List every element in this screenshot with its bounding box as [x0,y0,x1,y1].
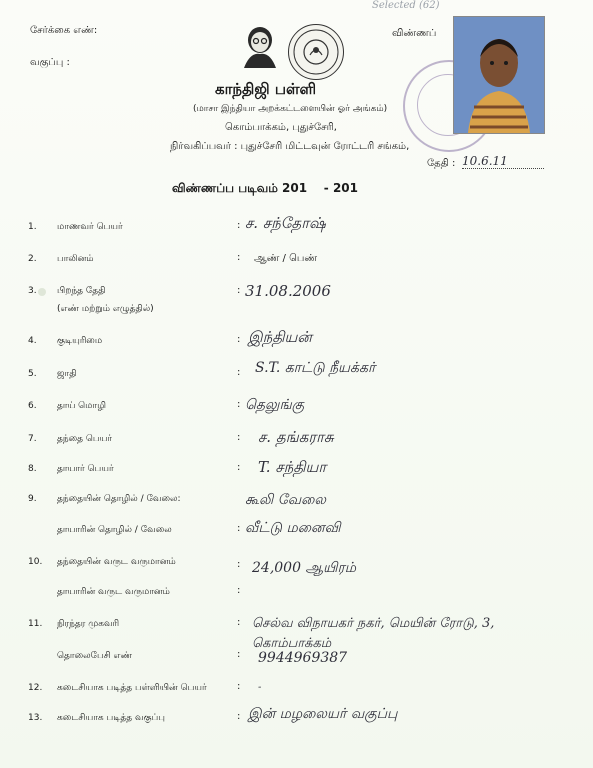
student-photo [453,16,545,134]
field-colon: : [237,523,241,534]
field-value-caste: S.T. காட்டு நீயக்கர் [255,360,376,376]
field-label-mother-tongue: தாய் மொழி [57,401,106,411]
field-number: 1. [28,222,37,232]
field-value-father-occupation: கூலி வேலை [245,492,326,508]
application-no-label: விண்ணப் [392,28,437,39]
field-colon: : [237,399,241,410]
field-number: 4. [28,336,37,346]
field-label-father-occupation: தந்தையின் தொழில் / வேலை: [57,494,181,504]
field-label-student-name: மாணவர் பெயர் [57,222,123,232]
field-label-last-school: கடைசியாக படித்த பள்ளியின் பெயர் [57,683,207,693]
form-title: விண்ணப்ப படிவம் 201 - 201 [172,181,358,195]
admission-no-label: சேர்க்கை எண்: [30,25,98,36]
field-value-mother-tongue: தெலுங்கு [245,397,305,413]
school-name: காந்திஜி பள்ளி [215,80,317,98]
school-address: கொம்பாக்கம், புதுச்சேரி, [225,122,337,133]
field-value-last-school: - [258,682,262,693]
punch-hole [38,288,46,296]
field-label-father-income: தந்தையின் வருட வருமானம் [57,557,176,567]
field-colon: : [237,681,241,692]
field-value-phone: 9944969387 [258,650,348,666]
field-number: 6. [28,401,37,411]
school-seal-logo [288,24,344,80]
field-value-student-name: ச. சந்தோஷ் [245,214,326,232]
field-value-gender: ஆண் / பெண் [254,253,318,264]
school-administrator: நிர்வகிப்பவர் : புதுச்சேரி மிட்டவுன் ரோட்டரி சங்கம், [170,141,410,152]
field-sublabel-dob: (எண் மற்றும் எழுத்தில்) [57,304,154,314]
field-colon: : [237,432,241,443]
field-label-gender: பாலினம் [57,254,94,264]
field-value-mother-name: T. சந்தியா [258,458,327,476]
field-colon: : [237,617,241,628]
field-value-permanent-address: செல்வ விநாயகர் நகர், மெயின் ரோடு, 3, கொம்பாக்கம் [252,616,495,651]
field-label-permanent-address: நிரந்தர முகவரி [57,619,120,629]
field-value-father-income: 24,000 ஆயிரம் [252,560,357,576]
field-label-caste: ஜாதி [57,369,77,379]
field-number: 2. [28,254,37,264]
class-label: வகுப்பு : [30,57,70,68]
field-colon: : [237,252,241,263]
field-value-nationality: இந்தியன் [248,328,312,346]
gandhi-portrait-logo [236,24,280,70]
field-number: 13. [28,713,43,723]
date-label: தேதி : [427,158,456,169]
field-number: 8. [28,464,37,474]
field-colon: : [237,585,241,596]
school-subtitle: (மாசா இந்தியா அறக்கட்டளையின் ஓர் அங்கம்) [193,104,388,114]
field-colon: : [237,559,241,570]
field-colon: : [237,220,241,231]
field-colon: : [237,334,241,345]
field-label-mother-occupation: தாயாரின் தொழில் / வேலை [57,525,172,535]
date-value: 10.6.11 [462,154,544,169]
field-label-nationality: குடியுரிமை [57,336,103,346]
field-number: 12. [28,683,43,693]
field-colon: : [237,285,241,296]
field-colon: : [237,462,241,473]
field-colon: : [237,367,241,378]
field-number: 3. [28,286,37,296]
field-colon: : [237,649,241,660]
field-label-last-class: கடைசியாக படித்த வகுப்பு [57,713,165,723]
field-label-mother-income: தாயாரின் வருட வருமானம் [57,587,170,597]
field-value-last-class: இன் மழலையர் வகுப்பு [248,706,398,722]
field-number: 5. [28,369,37,379]
field-value-dob: 31.08.2006 [245,282,331,300]
selected-note: Selected (62) [372,0,440,11]
field-colon: : [237,711,241,722]
field-number: 11. [28,619,43,629]
field-value-father-name: ச. தங்கராசு [258,428,334,446]
field-label-father-name: தந்தை பெயர் [57,434,112,444]
field-number: 7. [28,434,37,444]
field-number: 9. [28,494,37,504]
field-value-mother-occupation: வீட்டு மனைவி [245,520,341,536]
field-label-mother-name: தாயார் பெயர் [57,464,114,474]
field-label-dob: பிறந்த தேதி [57,286,106,296]
field-number: 10. [28,557,43,567]
field-label-phone: தொலைபேசி எண் [57,651,133,661]
